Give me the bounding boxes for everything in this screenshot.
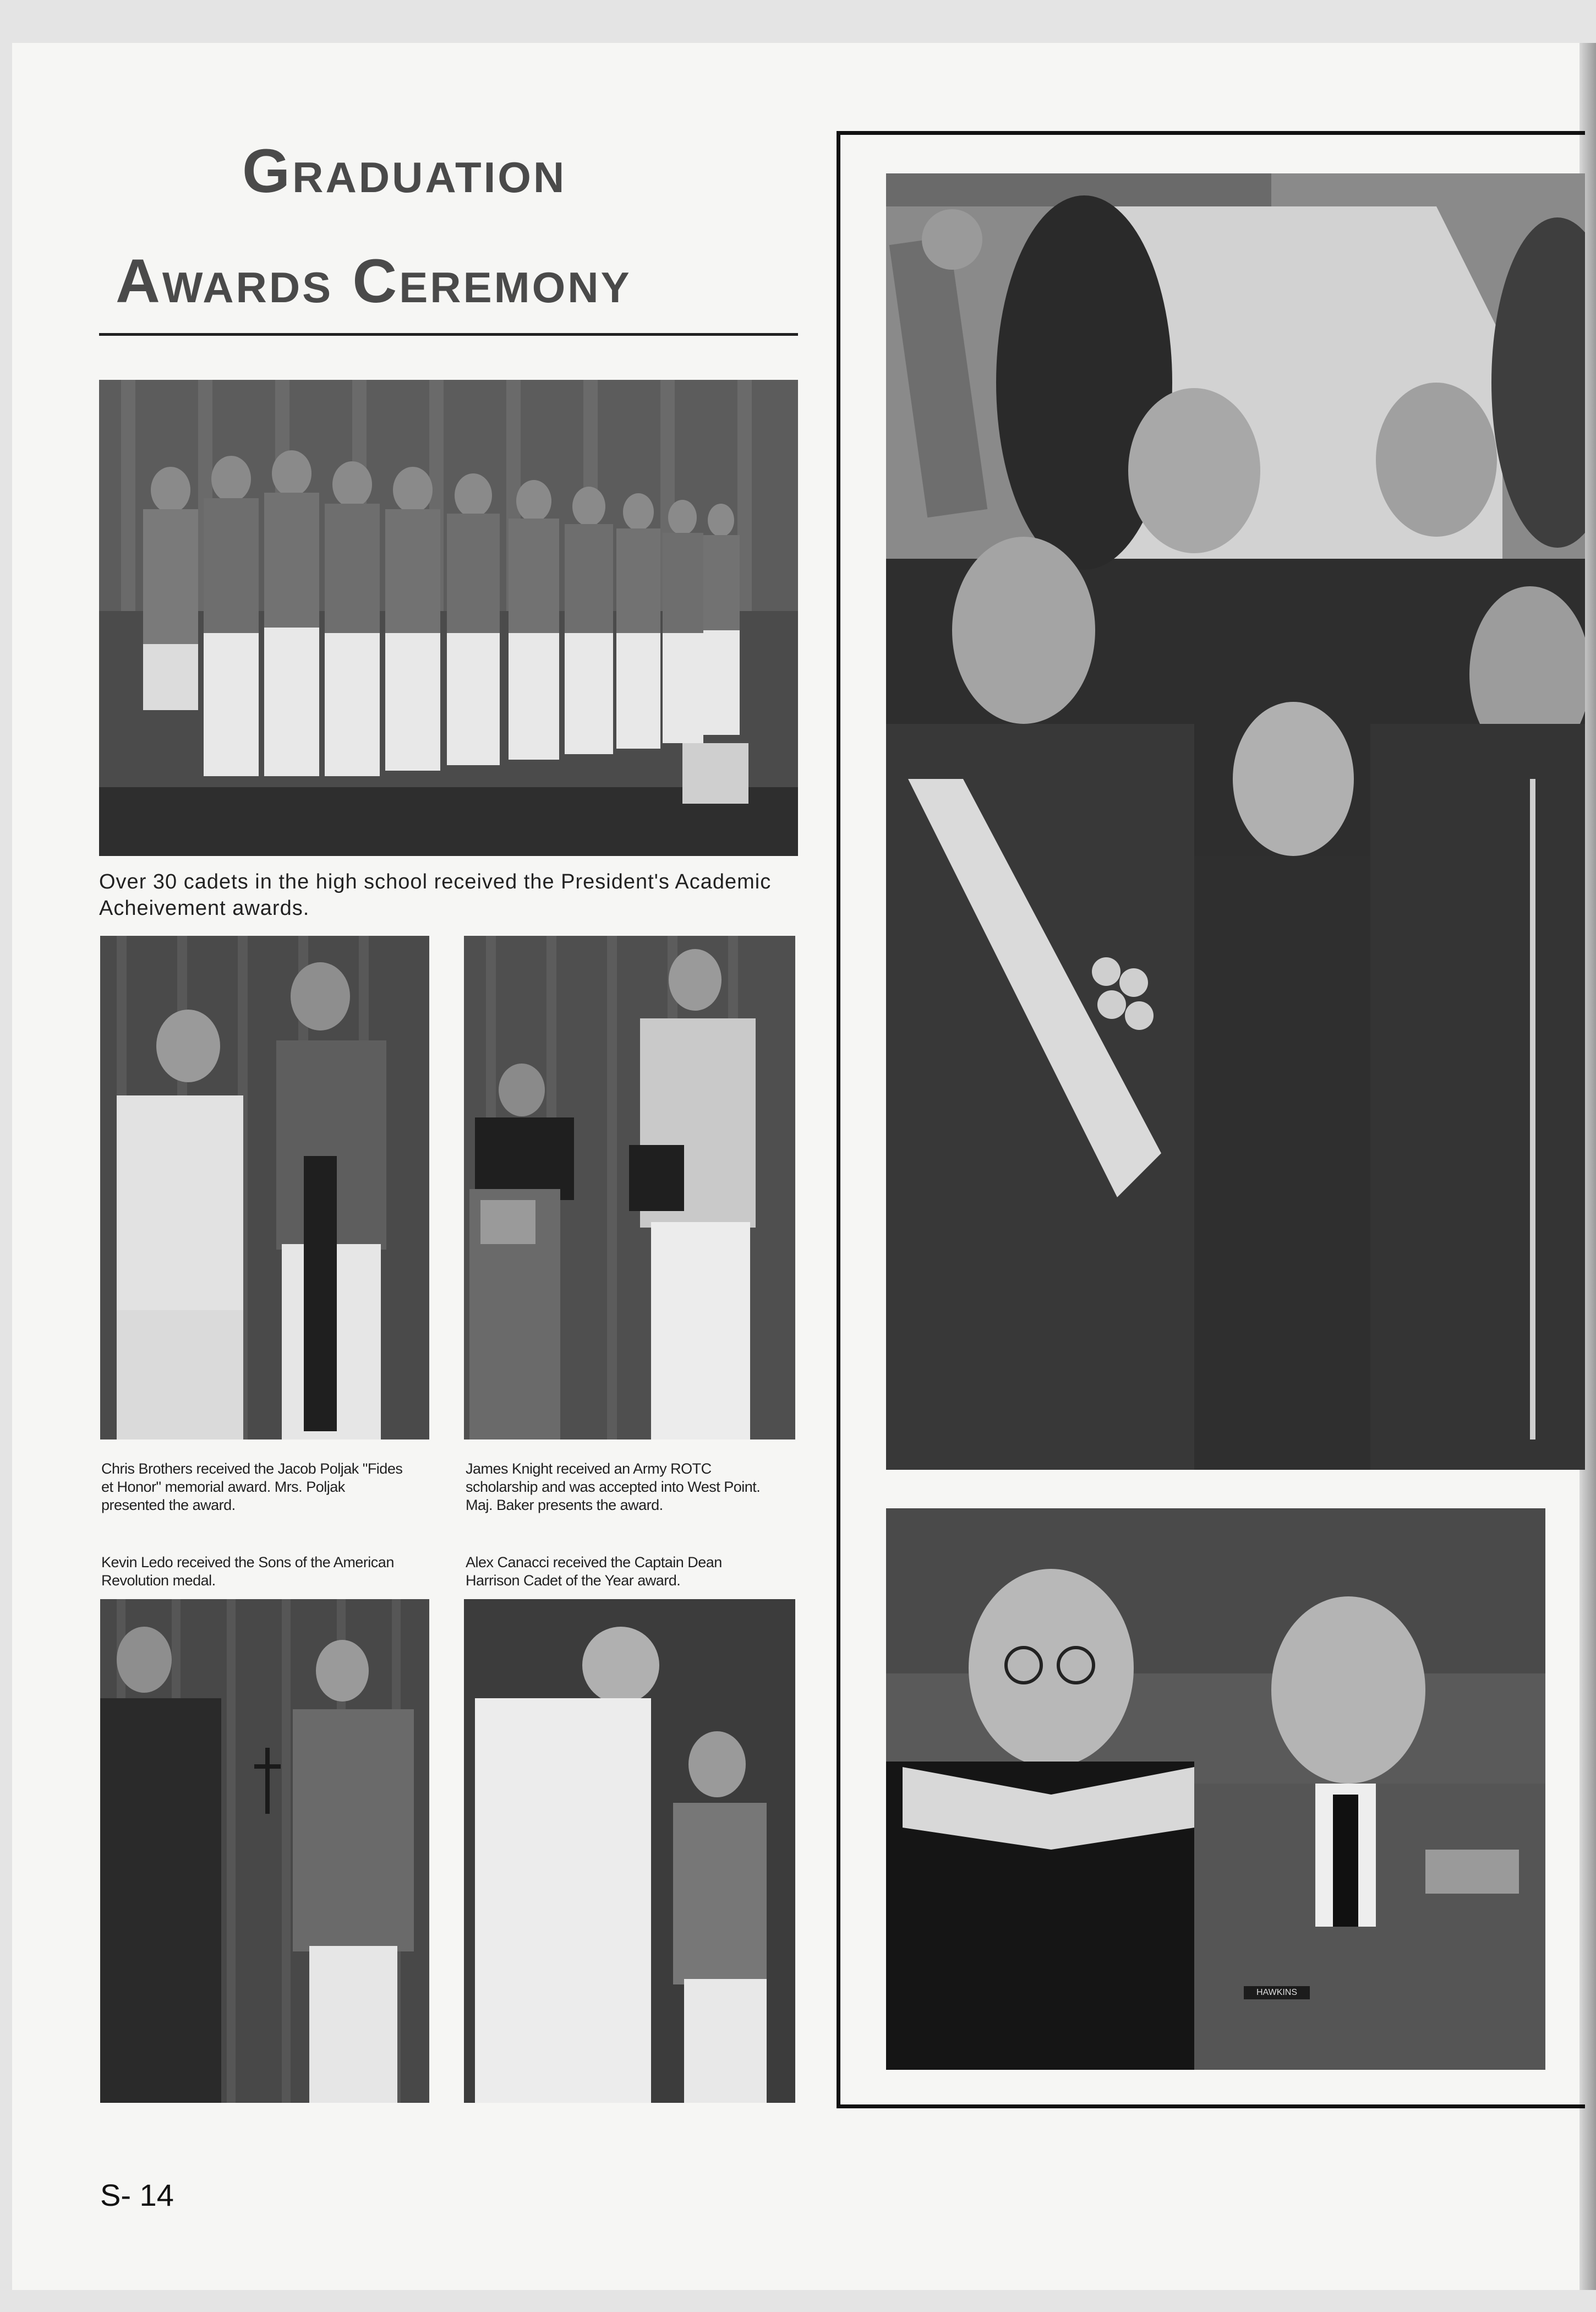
chris-brothers-photo <box>100 936 429 1439</box>
page-title-line-2: Awards Ceremony <box>116 247 632 315</box>
group-cadets-photo <box>99 380 798 856</box>
group-photo-caption: Over 30 cadets in the high school received the President's Academic Acheivement awards. <box>99 870 772 920</box>
kevin-ledo-caption: Kevin Ledo received the Sons of the American Revolution medal. <box>101 1554 394 1589</box>
hawkins-name-tag: HAWKINS <box>1244 1986 1310 1999</box>
hawkins-portrait-photo <box>886 1508 1545 2070</box>
kevin-ledo-photo <box>100 1599 429 2103</box>
james-knight-photo <box>464 936 795 1439</box>
alex-canacci-photo <box>464 1599 795 2103</box>
alex-canacci-caption: Alex Canacci received the Captain Dean Harrison Cadet of the Year award. <box>466 1554 722 1589</box>
page-title-line-1: Graduation <box>242 137 567 205</box>
chris-brothers-caption: Chris Brothers received the Jacob Poljak "Fides et Honor" memorial award. Mrs. Poljak presented the award. <box>101 1460 403 1513</box>
cheering-cadets-photo <box>886 173 1585 1470</box>
title-underline <box>99 333 798 336</box>
page-number: S- 14 <box>100 2178 174 2212</box>
james-knight-caption: James Knight received an Army ROTC scholarship and was accepted into West Point. Maj. Baker presents the award. <box>466 1460 761 1513</box>
